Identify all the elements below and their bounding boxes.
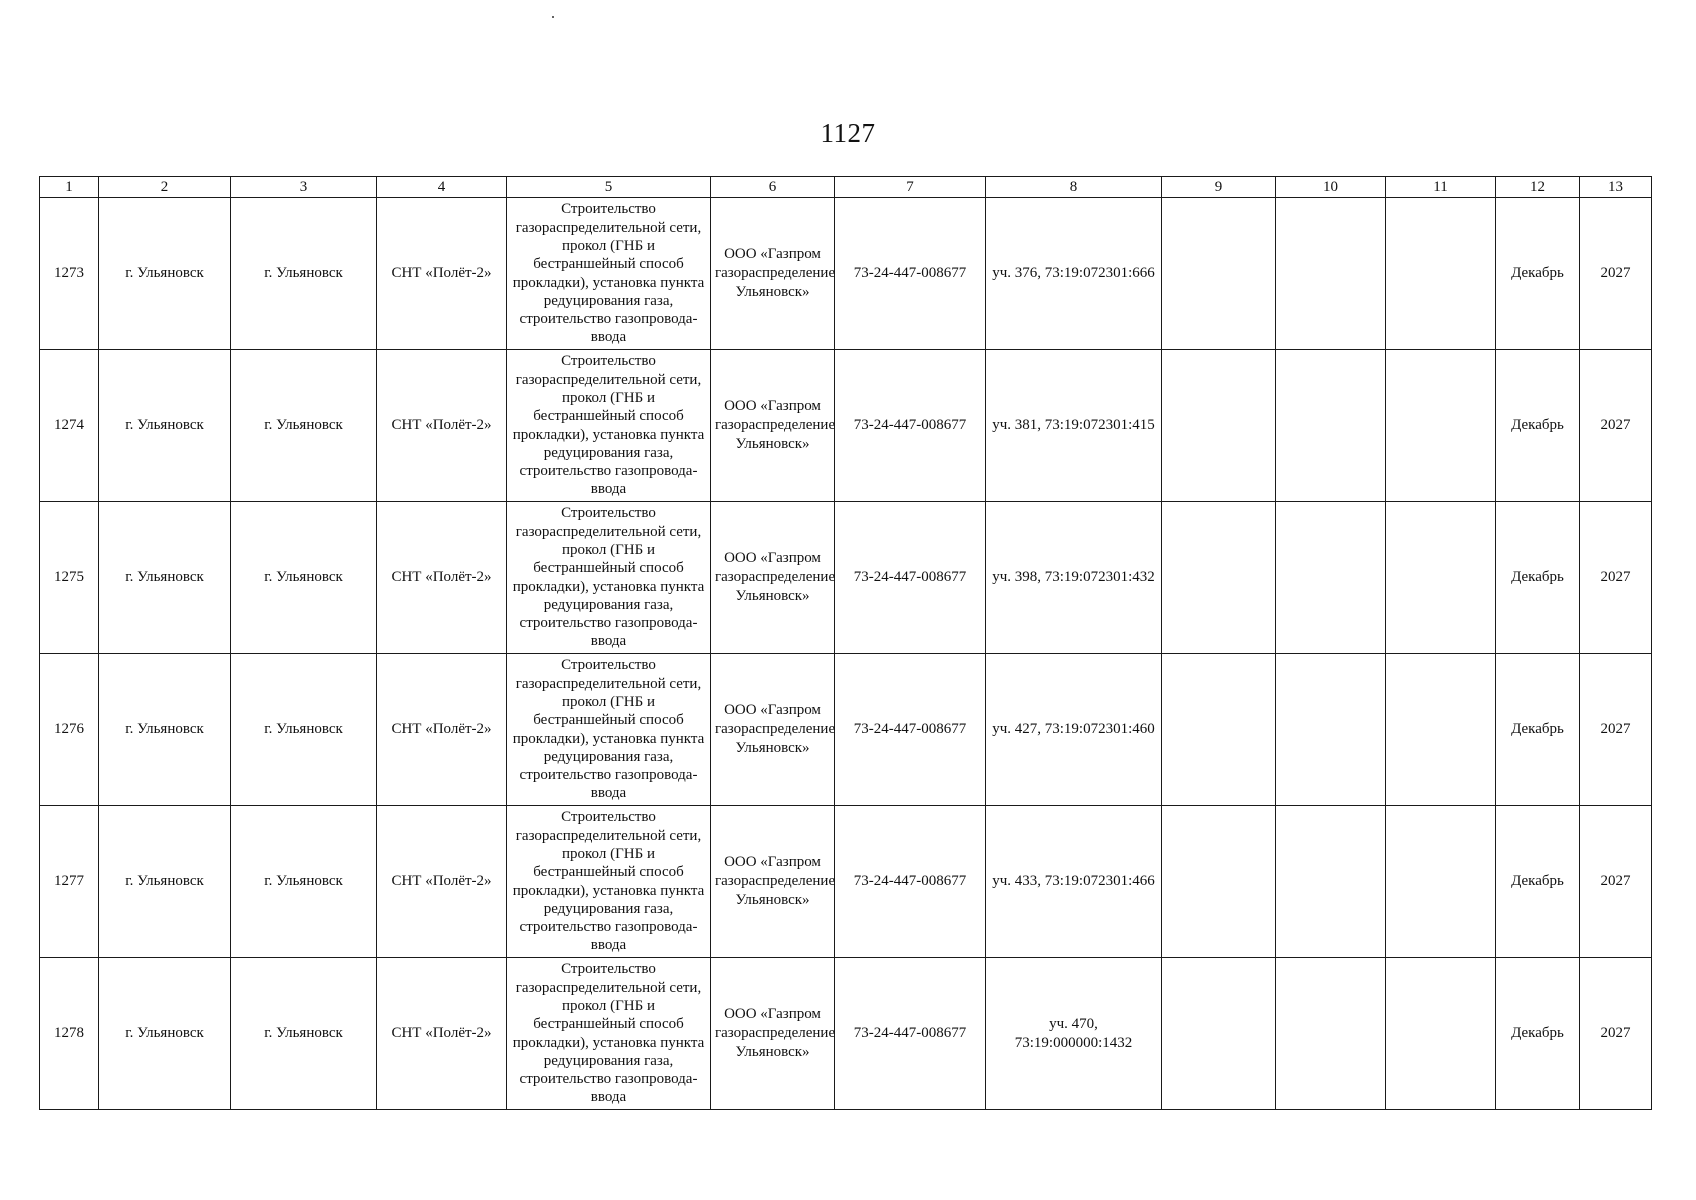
empty-cell-10 [1276,198,1386,350]
month-cell: Декабрь [1496,198,1580,350]
scan-speck [552,16,554,18]
table-row [40,958,1652,1110]
column-number: 2 [99,177,231,198]
district-cell: г. Ульяновск [99,502,231,654]
register-table [39,176,1652,1110]
organization-cell: ООО «Газпром газораспределение Ульяновск» [711,502,835,654]
locality-cell: СНТ «Полёт-2» [377,502,507,654]
column-number: 8 [986,177,1162,198]
application-number-cell: 73-24-447-008677 [835,958,986,1110]
year-cell: 2027 [1580,502,1652,654]
year-cell: 2027 [1580,958,1652,1110]
month-cell: Декабрь [1496,350,1580,502]
page-number: 1127 [820,118,876,148]
works-description-cell: Строительство газораспределительной сети, прокол (ГНБ и бестраншейный способ прокладки), установка пункта редуцирования газа, строительство газопровода-ввода [507,958,711,1110]
empty-cell-10 [1276,654,1386,806]
empty-cell-9 [1162,198,1276,350]
table-row [40,806,1652,958]
table-row [40,198,1652,350]
column-number: 11 [1386,177,1496,198]
empty-cell-10 [1276,502,1386,654]
locality-cell: СНТ «Полёт-2» [377,654,507,806]
plot-cadastral-cell: уч. 433, 73:19:072301:466 [986,806,1162,958]
year-cell: 2027 [1580,350,1652,502]
column-number: 5 [507,177,711,198]
year-cell: 2027 [1580,198,1652,350]
column-number: 4 [377,177,507,198]
empty-cell-9 [1162,350,1276,502]
works-description-cell: Строительство газораспределительной сети, прокол (ГНБ и бестраншейный способ прокладки), установка пункта редуцирования газа, строительство газопровода-ввода [507,198,711,350]
works-description-cell: Строительство газораспределительной сети, прокол (ГНБ и бестраншейный способ прокладки), установка пункта редуцирования газа, строительство газопровода-ввода [507,806,711,958]
column-number: 6 [711,177,835,198]
empty-cell-10 [1276,958,1386,1110]
locality-cell: СНТ «Полёт-2» [377,198,507,350]
settlement-cell: г. Ульяновск [231,198,377,350]
plot-cadastral-cell: уч. 398, 73:19:072301:432 [986,502,1162,654]
application-number-cell: 73-24-447-008677 [835,198,986,350]
row-number-cell: 1273 [40,198,99,350]
row-number-cell: 1276 [40,654,99,806]
application-number-cell: 73-24-447-008677 [835,806,986,958]
table-row [40,654,1652,806]
application-number-cell: 73-24-447-008677 [835,502,986,654]
application-number-cell: 73-24-447-008677 [835,654,986,806]
plot-cadastral-cell: уч. 381, 73:19:072301:415 [986,350,1162,502]
month-cell: Декабрь [1496,502,1580,654]
district-cell: г. Ульяновск [99,654,231,806]
empty-cell-11 [1386,502,1496,654]
empty-cell-10 [1276,350,1386,502]
table-row [40,350,1652,502]
district-cell: г. Ульяновск [99,198,231,350]
district-cell: г. Ульяновск [99,806,231,958]
empty-cell-9 [1162,958,1276,1110]
organization-cell: ООО «Газпром газораспределение Ульяновск» [711,350,835,502]
district-cell: г. Ульяновск [99,350,231,502]
settlement-cell: г. Ульяновск [231,654,377,806]
empty-cell-10 [1276,806,1386,958]
plot-cadastral-cell: уч. 376, 73:19:072301:666 [986,198,1162,350]
column-number: 10 [1276,177,1386,198]
table-row [40,502,1652,654]
empty-cell-11 [1386,806,1496,958]
year-cell: 2027 [1580,654,1652,806]
district-cell: г. Ульяновск [99,958,231,1110]
row-number-cell: 1277 [40,806,99,958]
works-description-cell: Строительство газораспределительной сети, прокол (ГНБ и бестраншейный способ прокладки), установка пункта редуцирования газа, строительство газопровода-ввода [507,350,711,502]
settlement-cell: г. Ульяновск [231,350,377,502]
works-description-cell: Строительство газораспределительной сети, прокол (ГНБ и бестраншейный способ прокладки), установка пункта редуцирования газа, строительство газопровода-ввода [507,654,711,806]
column-number: 13 [1580,177,1652,198]
empty-cell-11 [1386,654,1496,806]
month-cell: Декабрь [1496,958,1580,1110]
locality-cell: СНТ «Полёт-2» [377,350,507,502]
column-number: 7 [835,177,986,198]
organization-cell: ООО «Газпром газораспределение Ульяновск» [711,958,835,1110]
row-number-cell: 1274 [40,350,99,502]
locality-cell: СНТ «Полёт-2» [377,806,507,958]
month-cell: Декабрь [1496,654,1580,806]
empty-cell-9 [1162,806,1276,958]
column-number-header-row [40,177,1652,198]
organization-cell: ООО «Газпром газораспределение Ульяновск» [711,198,835,350]
column-number: 9 [1162,177,1276,198]
empty-cell-11 [1386,350,1496,502]
application-number-cell: 73-24-447-008677 [835,350,986,502]
empty-cell-11 [1386,198,1496,350]
organization-cell: ООО «Газпром газораспределение Ульяновск» [711,806,835,958]
column-number: 3 [231,177,377,198]
settlement-cell: г. Ульяновск [231,502,377,654]
column-number: 1 [40,177,99,198]
settlement-cell: г. Ульяновск [231,958,377,1110]
organization-cell: ООО «Газпром газораспределение Ульяновск» [711,654,835,806]
column-number: 12 [1496,177,1580,198]
row-number-cell: 1278 [40,958,99,1110]
year-cell: 2027 [1580,806,1652,958]
month-cell: Декабрь [1496,806,1580,958]
plot-cadastral-cell: уч. 427, 73:19:072301:460 [986,654,1162,806]
works-description-cell: Строительство газораспределительной сети, прокол (ГНБ и бестраншейный способ прокладки), установка пункта редуцирования газа, строительство газопровода-ввода [507,502,711,654]
settlement-cell: г. Ульяновск [231,806,377,958]
plot-cadastral-cell: уч. 470, 73:19:000000:1432 [986,958,1162,1110]
empty-cell-11 [1386,958,1496,1110]
locality-cell: СНТ «Полёт-2» [377,958,507,1110]
empty-cell-9 [1162,654,1276,806]
empty-cell-9 [1162,502,1276,654]
row-number-cell: 1275 [40,502,99,654]
